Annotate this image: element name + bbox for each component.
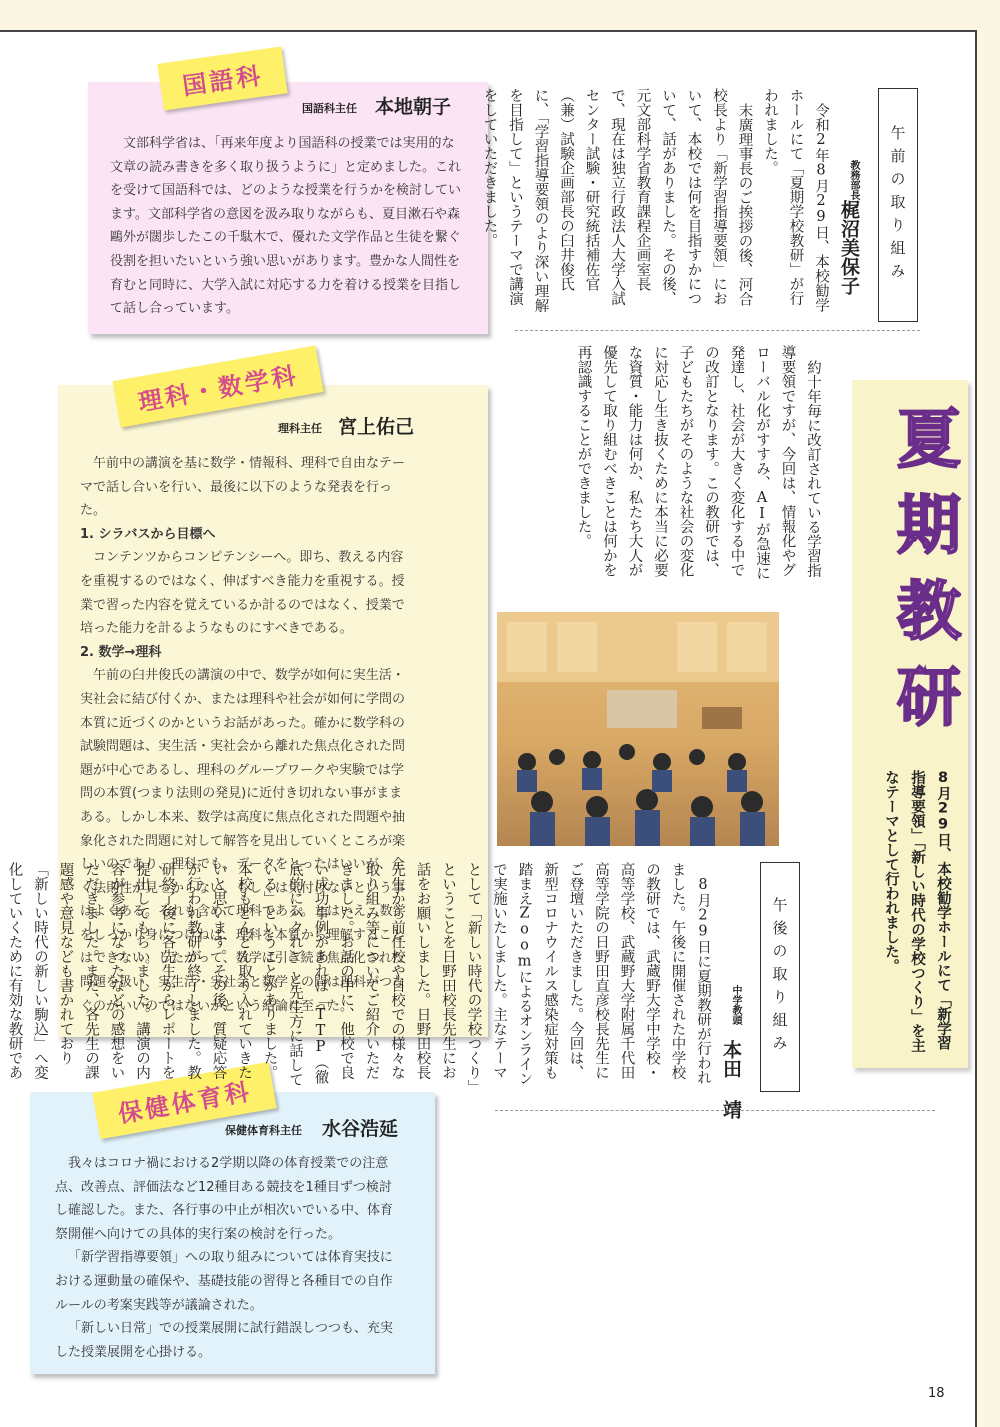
morning-role: 教務部長: [848, 160, 859, 200]
morning-name: 梶沼美保子: [838, 200, 860, 295]
rika-paragraph-2: 午前の臼井俊氏の講演の中で、数学が如何に実生活・実社会に結び付くか、または理科や社会が如何に学問の本質に近づくのかというお話があった。確かに数学科の試験問題は、実生活・実社会から離れた焦点化された問題が中心であるし、理科のグループワークや実験では学問の本質(つまり法則の発見)に近付き切れない事がままある。しかし本来、数学は高度に焦点化された問題や抽象化された問題に対して解答を見出していくところが楽しいのであり、理科でも、データをとったはいいが、全く法則性が見つからない、もしくは気付けないという事はよくある。それも含めて理科である。とはいえ、数学をしっかり身につけねば、理科を本質から理解することはできない。したがって、数学は引き続き焦点化された問題を扱い、実生活・実社会と数学との間は理科がつなぐのがいいのではないかという結論に至った。: [80, 668, 406, 1014]
morning-heading: 午前の取り組み: [878, 88, 918, 322]
rika-role: 理科主任: [278, 422, 322, 435]
kokugo-role: 国語科主任: [302, 102, 357, 115]
hoken-name: 水谷浩延: [322, 1118, 399, 1140]
morning-divider: [515, 330, 920, 331]
rika-name: 宮上佑己: [338, 416, 415, 438]
morning-paragraph-2: 末廣理事長のご挨拶の後、河合校長より「新学習指導要領」において、本校では何を目指すかについて、話がありました。その後、元文部科学省教育課程企画室長で、現在は独立行政法人大学入試センター試験・研究統括補佐官（兼）試験企画部長の臼井俊氏に、「学習指導要領のより深い理解を目指して」というテーマで講演をしていただきました。: [481, 88, 753, 313]
page-title: 夏期教研: [886, 405, 960, 749]
morning-paragraph-3: 約十年毎に改訂されている学習指導要領ですが、今回は、情報化やグローバル化がすすみ、AIが急速に発達し、社会が大きく変化する中での改訂となります。この教研では、子どもたちがそのような社会の変化に対応し生き抜くために本当に必要な資質・能力は何か、私たち大人が優先して取り組むべきことは何かを再認識することができました。: [575, 345, 821, 580]
afternoon-paragraph: 8月29日に夏期教研が行われました。午後に開催された中学校の教研では、武蔵野大学中学校・高等学校、武蔵野大学附属千代田高等学院の日野田直彦校長先生にご登壇いただきました。今回は、新型コロナウイルス感染症対策も踏まえZoomによるオンラインで実施いたしました。主なテーマとして「新しい時代の学校つくり」ということを日野田校長先生にお話をお願いしました。日野田校長先生から前任校や自校での様々な取り組み等についてご紹介いただきました。お話の中に、他校で良い成功事例があれば「TTP（徹底的にパクれ）」と先生方に話している」ということがありました。本校もどんどん取り入れていきたいと思います。その後、質疑応答が行われ教研が終了しました。教研終了後に各先生からレポートを提出してもらいました。講演の内容が参考になったなどの感想をいただきました。また、各先生の課題感や意見なども書かれており「新しい時代の新しい駒込」へ変化していくために有効な教研であ: [6, 862, 711, 1087]
rika-heading-2: 2. 数学→理科: [80, 644, 162, 660]
top-margin: [0, 0, 1000, 28]
audience-illustration: [497, 612, 779, 846]
page-subtitle: 8月29日、本校勧学ホールにて「新学習指導要領」「新しい時代の学校つくり」を主なテーマとして行われました。: [883, 770, 951, 1053]
afternoon-name: 本田 靖: [720, 1040, 742, 1119]
hoken-body: [55, 1152, 395, 1364]
morning-paragraph-1: 令和2年8月29日、本校勧学ホールにて「夏期学校教研」が行われました。: [762, 88, 829, 312]
seminar-photo: [497, 612, 779, 846]
rika-paragraph-1: コンテンツからコンピテンシーへ。即ち、教える内容を重視するのではなく、伸ばすべき能力を重視する。授業で習った内容を覚えているか計るのではなく、授業で培った能力を計るようなものにすべきである。: [80, 550, 405, 637]
afternoon-role: 中学教頭: [730, 985, 741, 1025]
hoken-role: 保健体育科主任: [225, 1124, 302, 1137]
kokugo-tag: 国語科: [157, 47, 287, 111]
morning-text-lower: [535, 345, 825, 585]
rika-heading-1: 1. シラバスから目標へ: [80, 526, 216, 542]
hoken-tag: 保健体育科: [92, 1062, 276, 1139]
page-number: 18: [928, 1386, 945, 1401]
rika-tag: 理科・数学科: [112, 345, 323, 427]
kokugo-paragraph: 文部科学省は、「再来年度より国語科の授業では実用的な文章の読み書きを多く取り扱うように」と定めました。これを受けて国語科では、どのような授業を行うかを検討しています。文部科学省の意図を汲み取りながらも、夏目漱石や森鷗外が闊歩したこの千駄木で、優れた文学作品と生徒を繋ぐ役割を担いたいという強い思いがあります。豊かな人間性を育むと同時に、大学入試に対応する力を着ける授業を目指して話し合っています。: [110, 136, 462, 317]
afternoon-divider: [495, 1110, 935, 1111]
right-margin: [977, 30, 1000, 1425]
afternoon-text-upper: [6, 862, 715, 1090]
kokugo-name: 本地朝子: [375, 96, 452, 118]
afternoon-heading: 午後の取り組み: [760, 862, 800, 1092]
hoken-paragraph-3: 「新しい日常」での授業展開に試行錯誤しつつも、充実した授業展開を心掛ける。: [55, 1321, 394, 1360]
morning-text-upper: [481, 88, 833, 316]
rika-intro: 午前中の講演を基に数学・情報科、理科で自由なテーマで話し合いを行い、最後に以下のような発表を行った。: [80, 456, 406, 519]
hoken-paragraph-2: 「新学習指導要領」への取り組みについては体育実技における運動量の確保や、基礎技能の習得と各種目での自作ルールの考案実践等が議論された。: [55, 1250, 393, 1313]
hoken-paragraph-1: 我々はコロナ禍における2学期以降の体育授業での注意点、改善点、評価法など12種目ある競技を1種目ずつ検討し確認した。また、各行事の中止が相次いでいる中、体育祭開催へ向けての具体的実行案の検討を行った。: [55, 1156, 394, 1242]
kokugo-body: [110, 132, 462, 321]
